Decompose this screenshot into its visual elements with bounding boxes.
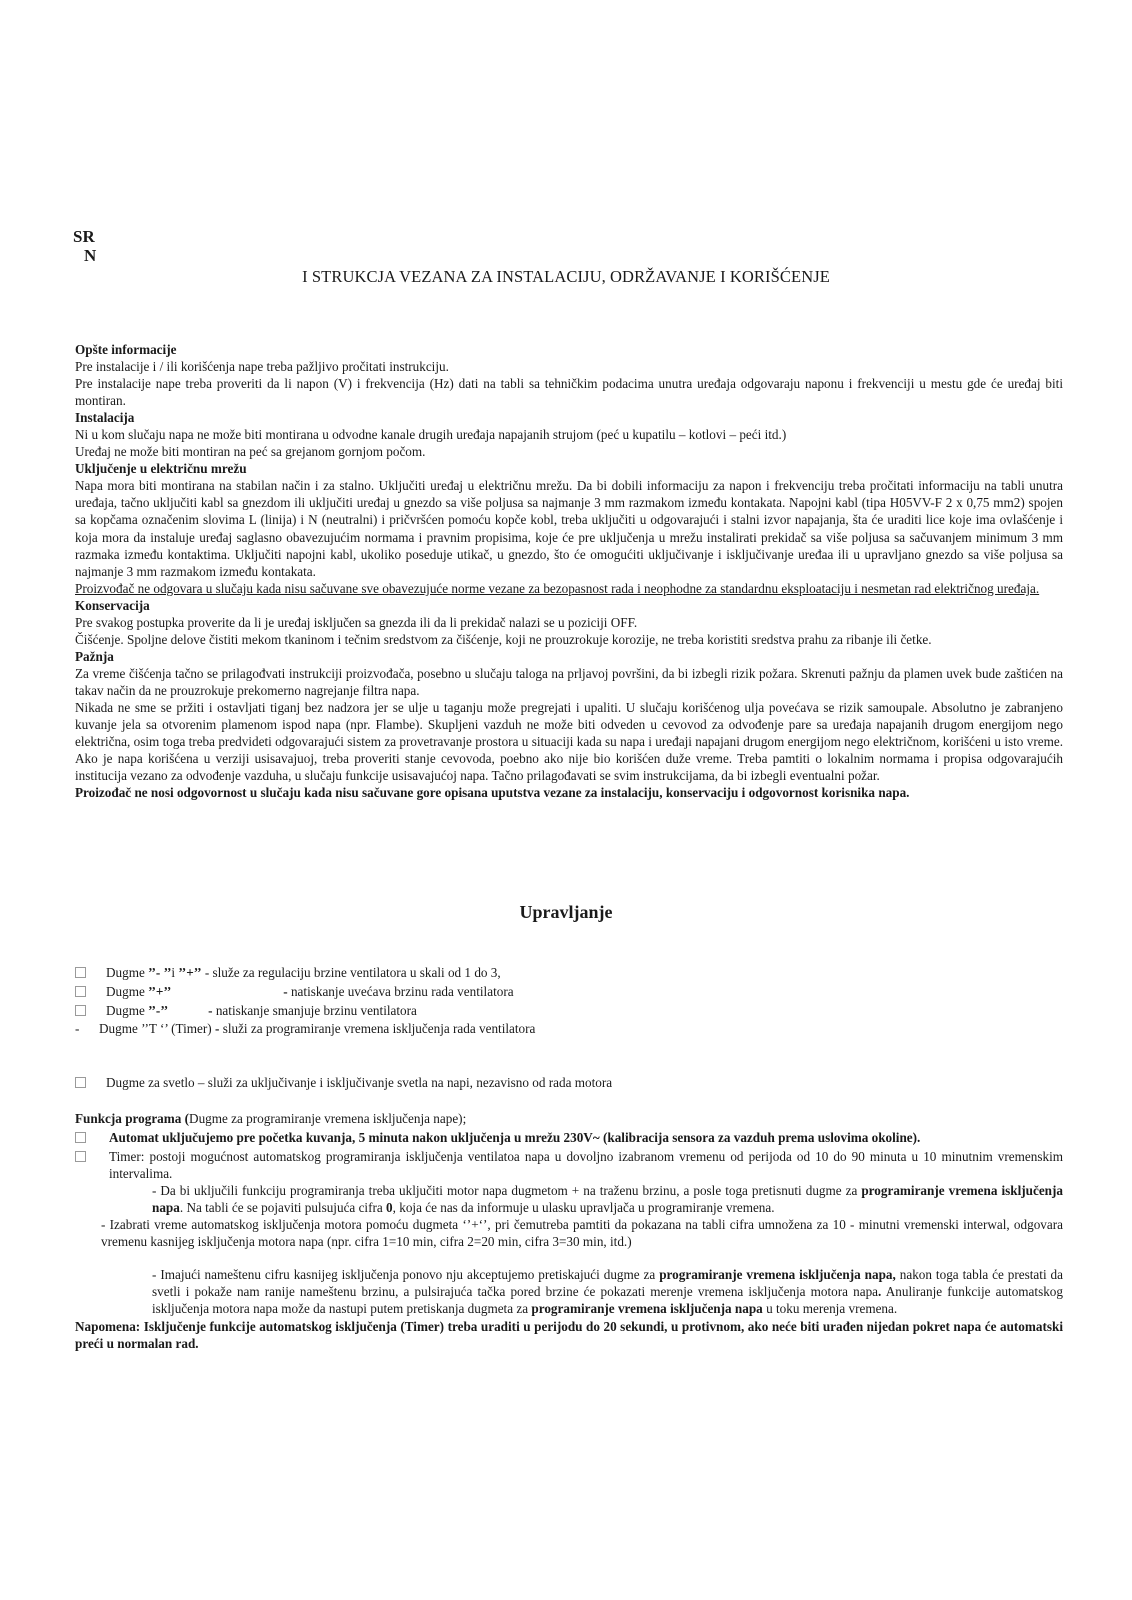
attention-bold-notice: Proizođač ne nosi odgovornost u slučaju kada nisu sačuvane gore opisana uputstva vezane za instalaciju, konservaciju i odgovornost korisnika napa. (75, 785, 910, 801)
program-item-auto: Automat uključujemo pre početka kuvanja, 5 minuta nakon uključenja u mrežu 230V~ (kalibracija sensora za vazduh prema uslovima okoline). (75, 1129, 1063, 1146)
electric-heading: Uključenje u električnu mrežu (75, 461, 247, 477)
electric-paragraph: Napa mora biti montirana na stabilan način i za stalno. Uključiti uređaj u električnu mrežu. Da bi dobili informaciju za napon i frekvenciju treba pročitati informaciju na tabli unutra uređaja, tačno uključiti kabl sa gnezdom ili uključiti uređaj u gnezdo sa više poljusa sa najmanje 3 mm razmakom između kontakata. Napojni kabl (tipa H05VV-F 2 x 0,75 mm2) spojen sa kopčama označenim slovima L (linija) i N (neutralni) i pričvršćen pomoću kopče kobl, treba uključiti u odgovarajući i stalni izvor napajanja, šta će uraditi lice koje ima ovlašćenje i koja mora da instaluje uređaj saglasno obavezujućim normama i pravnim propisima, koje će pre uključenja u mrežu instalirati prekidač sa više poljusa sa sačuvanjem minimum 3 mm razmaka između kontaktima. Uključiti napojni kabl, ukoliko poseduje utikač, u gnezdo, što će omogućiti uključivanje i isključivanje uređaa ili u upravljano gnezdo sa više poljusa sa najmanje 3 mm razmakom između kontakata. (75, 478, 1063, 579)
conservation-heading: Konservacija (75, 597, 150, 613)
checkbox-icon (75, 986, 86, 997)
conservation-paragraph-1: Pre svakog postupka proverite da li je uređaj isključen sa gnezda ili da li prekidač nalazi se u poziciji OFF. (75, 614, 638, 630)
control-item-minus: Dugme ’’-’’ - natiskanje smanjuje brzinu ventilatora (75, 1002, 417, 1019)
program-step-1: - Da bi uključili funkciju programiranja treba uključiti motor napa dugmetom + na traženu brzinu, a posle toga pretisnuti dugme za programiranje vremena isključenja napa. Na tabli će se pojaviti pulsujuća cifra 0, koja će nas da informuje u ulasku upravljača u programiranje vremena. (152, 1183, 1063, 1216)
control-item-speed: Dugme ’’- ’’i ’’+’’ - služe za regulaciju brzine ventilatora u skali od 1 do 3, (75, 964, 501, 981)
attention-paragraph-2: Nikada ne sme se pržiti i ostavljati tiganj bez nadzora jer se ulje u taganju može pregrejati i upaliti. U slučaju korišćenog ulja povećava se rizik samoupale. Absolutno je zabranjeno kuvanje jela sa otvorenim plamenom ispod napa (npr. Flambe). Skupljeni vazduh ne može biti odveden u cevovod za odvođenje pare sa uređaja napajanih drugom energijom nego električna, osim toga treba predvideti odgovarajući sistem za provetravanje prostora u situaciji kada su napa i uređaji napajani drugom energijom nego električnom, korišćeni u isto vreme. Ako je napa korišćena u verziji usisavajuoj, treba proveriti stanje cevovoda, poebno ako nije bio korišćen duže vreme. Treba pamtiti o lokalnim normama i propisa odgovarajućih institucija vezano za odvođenje vazduha, u slučaju funkcije usisavajućoj napa. Tačno prilagođavati se svim instrukcijama, da bi izbegli eventualni požar. (75, 699, 1063, 784)
controls-heading: Upravljanje (519, 902, 613, 922)
language-code-line1: SR (73, 227, 95, 246)
program-step-3: - Imajući nameštenu cifru kasnijeg isključenja ponovo nju akceptujemo pretiskajući dugme za programiranje vremena isključenja napa, nakon toga tabla će prestati da svetli i pokaže nam ranije nameštenu brzinu, a pulsirajuća tačka pored brzine će pokazati merenje vremena isključenja motora napa. Anuliranje funkcije automatskog isključenja motora napa može da nastupi putem pretiskanja dugmeta za programiranje vremena isključenja napa u toku merenja vremena. (152, 1267, 1063, 1317)
document-title: I STRUKCJA VEZANA ZA INSTALACIJU, ODRŽAVANJE I KORIŠĆENJE (302, 267, 830, 286)
main-text (75, 341, 1063, 801)
general-heading: Opšte informacije (75, 342, 177, 357)
electric-notice: Proizvođač ne odgovara u slučaju kada nisu sačuvane sve obavezujuće norme vezane za bezopasnost rada i neophodne za standardnu eksploataciju i nesmetan rad električnog uređaja. (75, 580, 1040, 596)
installation-paragraph-2: Uređaj ne može biti montiran na peć sa grejanom gornjom počom. (75, 444, 426, 460)
checkbox-icon (75, 1077, 86, 1088)
control-item-plus: Dugme ’’+’’ - natiskanje uvećava brzinu rada ventilatora (75, 983, 514, 1000)
program-note: Napomena: Isključenje funkcije automatskog isključenja (Timer) treba uraditi u perijodu do 20 sekundi, u protivnom, ako neće biti urađen nijedan pokret napa će automatski preći u normalan rad. (75, 1318, 1063, 1351)
checkbox-icon (75, 1005, 86, 1016)
checkbox-icon (75, 1132, 86, 1143)
attention-paragraph-1: Za vreme čišćenja tačno se prilagođvati instrukciji proizvođača, posebno u slučaju taloga na prljavoj površini, da bi izbegli rizik požara. Skrenuti pažnju da plamen uvek bude zaštićen na takav način da ne prouzrokuje prekomerno nagrejanje filtra napa. (75, 665, 1063, 698)
installation-paragraph-1: Ni u kom slučaju napa ne može biti montirana u odvodne kanale drugih uređaja napajanih strujom (peć u kupatilu – kotlovi – peći itd.) (75, 427, 787, 443)
checkbox-icon (75, 967, 86, 978)
attention-heading: Pažnja (75, 648, 114, 664)
program-heading: Funkcja programa (Dugme za programiranje vremena isključenja nape); (75, 1111, 467, 1126)
language-code-line2: N (84, 246, 97, 265)
program-section (75, 1110, 1063, 1352)
language-code (73, 227, 96, 265)
general-paragraph-2: Pre instalacije nape treba proveriti da li napon (V) i frekvencija (Hz) dati na tabli sa tehničkim podacima unutra uređaja odgovaraju naponu i frekvenciji u mestu gde će uređaj biti montiran. (75, 376, 1063, 409)
program-item-timer: Timer: postoji mogućnost automatskog programiranja isključenja ventilatoa napa u dovoljno izabranom vremenu od perijoda od 10 do 90 minuta u 10 minutnim vremenskim intervalima. (75, 1148, 1063, 1182)
general-paragraph-1: Pre instalacije i / ili korišćenja nape treba pažljivo pročitati instrukciju. (75, 359, 449, 375)
control-item-light: Dugme za svetlo – služi za uključivanje i isključivanje svetla na napi, nezavisno od rada motora (75, 1074, 612, 1091)
program-step-2: - Izabrati vreme automatskog isključenja motora pomoću dugmeta ‘’+‘’, pri čemutreba pamtiti da pokazana na tabli cifra umnožena za 10 - minutni vremenski interwal, odgovara vremenu kasnijeg isključenja motora napa (npr. cifra 1=10 min, cifra 2=20 min, cifra 3=30 min, itd.) (101, 1217, 1063, 1250)
control-item-timer: - Dugme ’’T ‘’ (Timer) - služi za programiranje vremena isključenja rada ventilatora (75, 1021, 536, 1036)
conservation-paragraph-2: Čišćenje. Spoljne delove čistiti mekom tkaninom i tečnim sredstvom za čišćenje, koji ne prouzrokuje korozije, ne treba koristiti sredstva prahu za ribanje ili četke. (75, 631, 932, 647)
checkbox-icon (75, 1151, 86, 1162)
installation-heading: Instalacija (75, 410, 135, 426)
